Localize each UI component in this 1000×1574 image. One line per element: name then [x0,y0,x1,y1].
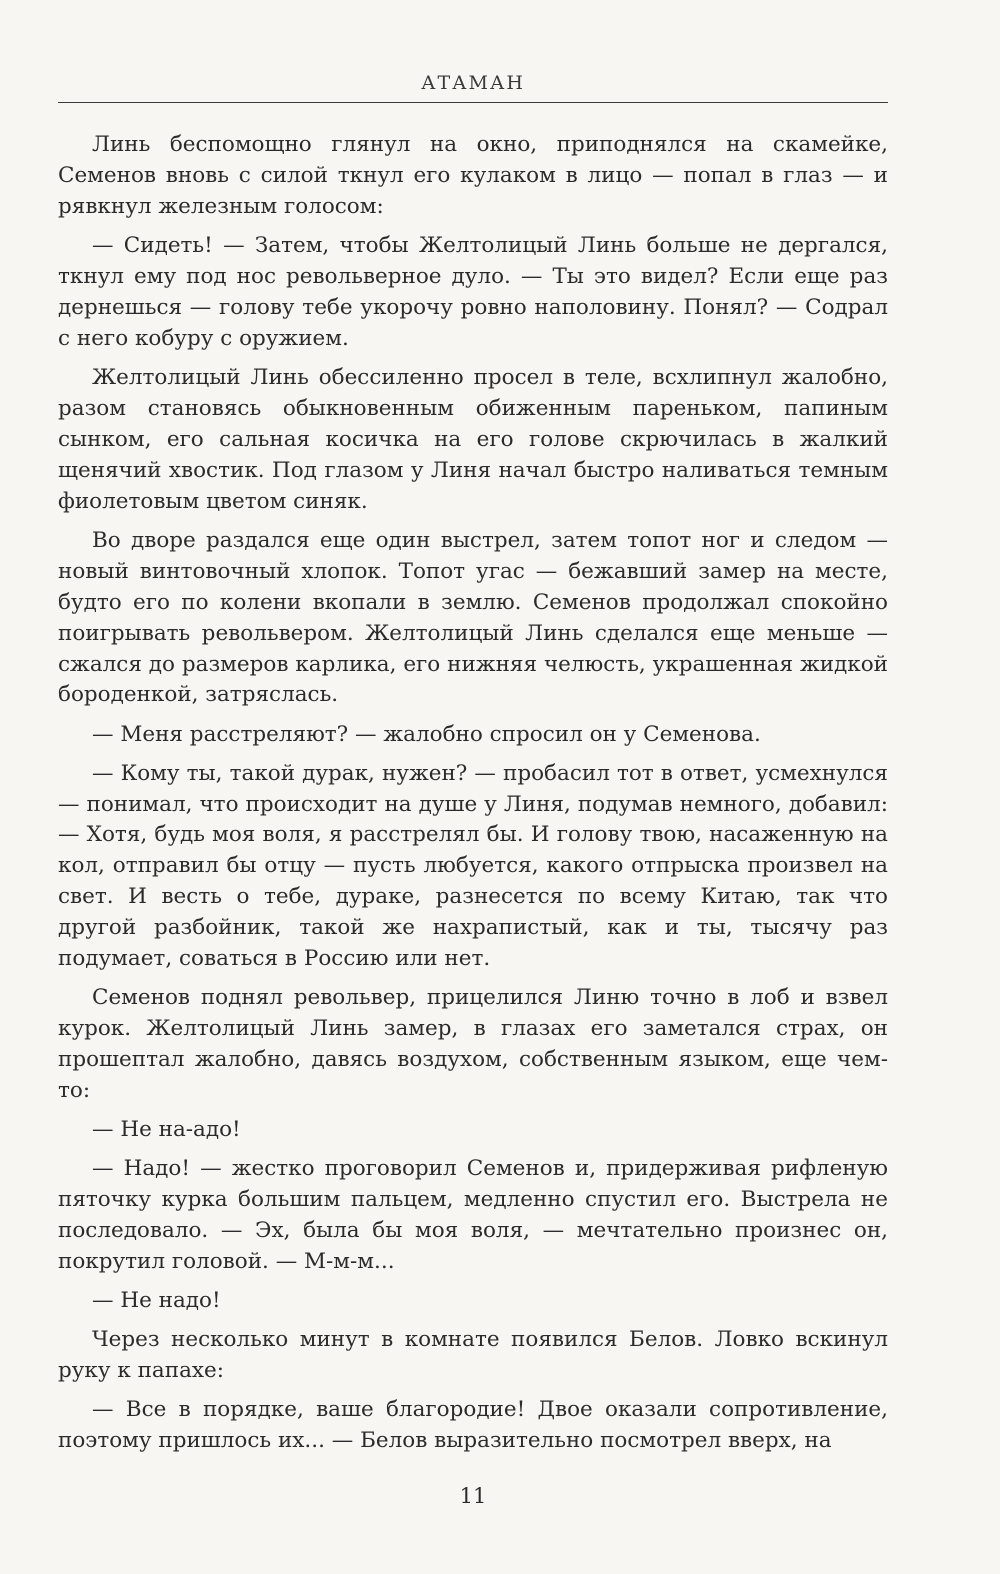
paragraph: Во дворе раздался еще один выстрел, затем топот ног и следом — новый винтовочный хлопок. Топот угас — бежавший замер на месте, будто его по колени вкопали в землю. Семенов продолжал спокойно поигрывать револьвером. Желтолицый Линь сделался еще меньше — сжался до размеров карлика, его нижняя челюсть, украшенная жидкой бороденкой, затряслась. [58,527,888,708]
header-rule [58,102,888,103]
paragraph: — Сидеть! — Затем, чтобы Желтолицый Линь больше не дергался, ткнул ему под нос револьверное дуло. — Ты это видел? Если еще раз дернешься — голову тебе укорочу ровно наполовину. Понял? — Содрал с него кобуру с оружием. [58,232,888,351]
running-head: АТАМАН [421,72,525,94]
paragraph: Через несколько минут в комнате появился Белов. Ловко вскинул руку к папахе: [58,1327,888,1384]
paragraph: — Не надо! [92,1288,221,1314]
paragraph: Семенов поднял револьвер, прицелился Линю точно в лоб и взвел курок. Желтолицый Линь замер, в глазах его заметался страх, он прошептал жалобно, давясь воздухом, собственным языком, еще чем-то: [58,985,888,1104]
body-text [58,130,888,1465]
paragraph: — Меня расстреляют? — жалобно спросил он у Семенова. [92,721,761,747]
paragraph: Линь беспомощно глянул на окно, приподнялся на скамейке, Семенов вновь с силой ткнул его кулаком в лицо — попал в глаз — и рявкнул железным голосом: [58,132,888,219]
paragraph: — Надо! — жестко проговорил Семенов и, придерживая рифленую пяточку курка большим пальцем, медленно спустил его. Выстрела не последовало. — Эх, была бы моя воля, — мечтательно произнес он, покрутил головой. — М-м-м... [58,1156,888,1275]
paragraph: — Кому ты, такой дурак, нужен? — пробасил тот в ответ, усмехнулся — понимал, что происходит на душе у Линя, подумав немного, добавил: — Хотя, будь моя воля, я расстрелял бы. И голову твою, насаженную на кол, отправил бы отцу — пусть любуется, какого отпрыска произвел на свет. И весть о тебе, дураке, разнесется по всему Китаю, так что другой разбойник, такой же нахрапистый, как и ты, тысячу раз подумает, соваться в Россию или нет. [58,760,888,972]
paragraph: — Не на-адо! [92,1117,241,1143]
paragraph: — Все в порядке, ваше благородие! Двое оказали сопротивление, поэтому пришлось их... — Белов выразительно посмотрел вверх, на [58,1397,888,1454]
paragraph: Желтолицый Линь обессиленно просел в теле, всхлипнул жалобно, разом становясь обыкновенным обиженным пареньком, папиным сынком, его сальная косичка на его голове скрючилась в жалкий щенячий хвостик. Под глазом у Линя начал быстро наливаться темным фиолетовым цветом синяк. [58,364,888,514]
page-number: 11 [459,1484,487,1508]
